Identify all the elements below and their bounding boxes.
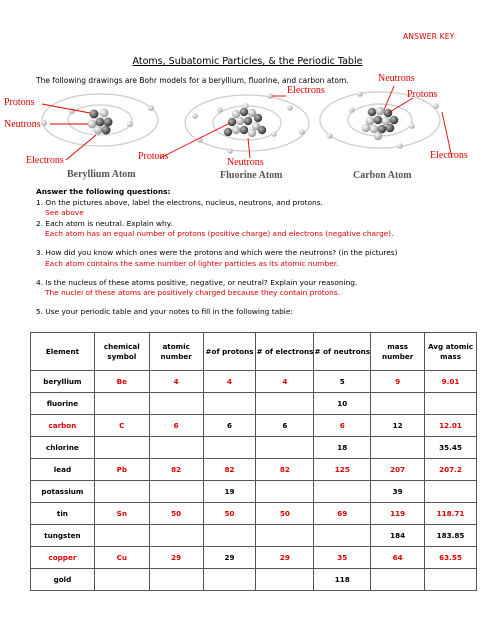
table-row (31, 569, 477, 591)
table-cell: carbon (31, 415, 95, 437)
column-header: atomic number (149, 333, 203, 371)
table-cell: 6 (149, 415, 203, 437)
fluorine-atom-drawing (185, 93, 309, 154)
question-3: 3. How did you know which ones were the protons and which were the neutrons? (in the pictures) (36, 248, 398, 257)
table-cell: fluorine (31, 393, 95, 415)
table-row (31, 503, 477, 525)
table-row (31, 415, 477, 437)
table-cell: 29 (203, 547, 256, 569)
beryllium-atom-drawing (41, 94, 158, 146)
table-cell: 69 (314, 503, 371, 525)
table-row (31, 459, 477, 481)
label-neutrons-carbon: Neutrons (378, 73, 415, 84)
table-cell: 118 (314, 569, 371, 591)
table-cell (256, 481, 314, 503)
table-cell (256, 437, 314, 459)
table-cell: 29 (256, 547, 314, 569)
table-cell (94, 481, 149, 503)
table-cell (256, 525, 314, 547)
page-title: Atoms, Subatomic Particles, & the Periodic Table (132, 56, 363, 67)
table-cell (149, 437, 203, 459)
table-cell: 18 (314, 437, 371, 459)
table-cell: 10 (314, 393, 371, 415)
table-cell: 4 (203, 371, 256, 393)
table-cell: 12 (371, 415, 425, 437)
element-table (30, 332, 477, 591)
table-cell (256, 569, 314, 591)
intro-text: The following drawings are Bohr models for a beryllium, fluorine, and carbon atom. (36, 76, 349, 85)
table-cell: 207.2 (425, 459, 477, 481)
table-cell: 82 (149, 459, 203, 481)
label-electrons-beryllium: Electrons (26, 155, 64, 166)
table-cell (94, 437, 149, 459)
table-cell: 183.85 (425, 525, 477, 547)
table-cell: 50 (149, 503, 203, 525)
column-header: Avg atomic mass (425, 333, 477, 371)
answer-4: The nuclei of these atoms are positively charged because they contain protons. (45, 288, 341, 297)
table-cell (371, 569, 425, 591)
table-cell: 6 (314, 415, 371, 437)
table-row (31, 481, 477, 503)
table-cell: chlorine (31, 437, 95, 459)
table-cell: Be (94, 371, 149, 393)
questions-heading: Answer the following questions: (36, 187, 171, 196)
column-header: #of protons (203, 333, 256, 371)
table-cell (94, 569, 149, 591)
table-cell: 29 (149, 547, 203, 569)
table-row (31, 393, 477, 415)
table-cell (94, 525, 149, 547)
table-cell: 125 (314, 459, 371, 481)
table-cell: copper (31, 547, 95, 569)
answer-3: Each atom contains the same number of lighter particles as its atomic number. (45, 258, 339, 268)
table-cell (256, 393, 314, 415)
atom-name-beryllium: Beryllium Atom (67, 169, 136, 180)
atom-name-fluorine: Fluorine Atom (220, 170, 283, 181)
table-cell (425, 393, 477, 415)
answer-1: See above (45, 208, 84, 217)
table-row (31, 525, 477, 547)
table-cell: 50 (203, 503, 256, 525)
table-cell: 118.71 (425, 503, 477, 525)
table-cell (314, 525, 371, 547)
table-cell: beryllium (31, 371, 95, 393)
table-cell: Pb (94, 459, 149, 481)
table-cell: Sn (94, 503, 149, 525)
table-cell: 19 (203, 481, 256, 503)
label-electrons-fluorine: Electrons (287, 85, 325, 96)
question-2: 2. Each atom is neutral. Explain why. (36, 218, 173, 228)
label-protons-fluorine: Protons (138, 151, 169, 162)
column-header: # of electrons (256, 333, 314, 371)
question-1: 1. On the pictures above, label the electrons, nucleus, neutrons, and protons. (36, 197, 323, 207)
table-cell (203, 525, 256, 547)
table-cell: 119 (371, 503, 425, 525)
table-cell (94, 393, 149, 415)
table-cell: 50 (256, 503, 314, 525)
table-cell: 207 (371, 459, 425, 481)
table-cell: 5 (314, 371, 371, 393)
table-cell: 35.45 (425, 437, 477, 459)
questions-section (36, 187, 476, 318)
answer-2: Each atom has an equal number of protons (positive charge) and electrons (negative charge). (45, 229, 394, 238)
atom-name-carbon: Carbon Atom (353, 170, 412, 181)
table-cell: tin (31, 503, 95, 525)
table-cell (203, 393, 256, 415)
label-neutrons-fluorine: Neutrons (227, 157, 264, 168)
table-cell: 184 (371, 525, 425, 547)
table-cell (371, 437, 425, 459)
table-cell: C (94, 415, 149, 437)
table-row (31, 547, 477, 569)
table-cell: potassium (31, 481, 95, 503)
table-cell: 35 (314, 547, 371, 569)
table-cell: lead (31, 459, 95, 481)
table-cell: 12.01 (425, 415, 477, 437)
table-cell: Cu (94, 547, 149, 569)
answer-key-label: ANSWER KEY (403, 32, 455, 41)
table-cell (149, 569, 203, 591)
table-cell: 4 (149, 371, 203, 393)
table-cell (149, 525, 203, 547)
label-protons-beryllium: Protons (4, 97, 35, 108)
table-cell (425, 569, 477, 591)
table-cell (149, 393, 203, 415)
column-header: # of neutrons (314, 333, 371, 371)
table-cell (149, 481, 203, 503)
table-cell (371, 393, 425, 415)
table-row (31, 437, 477, 459)
question-5: 5. Use your periodic table and your notes to fill in the following table: (36, 307, 293, 316)
table-cell (203, 569, 256, 591)
column-header: Element (31, 333, 95, 371)
column-header: mass number (371, 333, 425, 371)
table-cell: 63.55 (425, 547, 477, 569)
table-cell (314, 481, 371, 503)
table-cell: 6 (203, 415, 256, 437)
table-cell (203, 437, 256, 459)
table-cell: gold (31, 569, 95, 591)
table-cell: 82 (256, 459, 314, 481)
table-cell: 4 (256, 371, 314, 393)
table-row (31, 371, 477, 393)
label-electrons-carbon: Electrons (430, 150, 468, 161)
column-header: chemical symbol (94, 333, 149, 371)
table-cell: 64 (371, 547, 425, 569)
table-cell: 9.01 (425, 371, 477, 393)
table-cell: 6 (256, 415, 314, 437)
label-protons-carbon: Protons (407, 89, 438, 100)
table-cell: tungsten (31, 525, 95, 547)
table-cell: 39 (371, 481, 425, 503)
question-4: 4. Is the nucleus of these atoms positive, negative, or neutral? Explain your reasoning. (36, 277, 358, 287)
table-header-row (31, 333, 477, 371)
table-cell: 9 (371, 371, 425, 393)
table-cell: 82 (203, 459, 256, 481)
table-cell (425, 481, 477, 503)
label-neutrons-beryllium: Neutrons (4, 119, 41, 130)
